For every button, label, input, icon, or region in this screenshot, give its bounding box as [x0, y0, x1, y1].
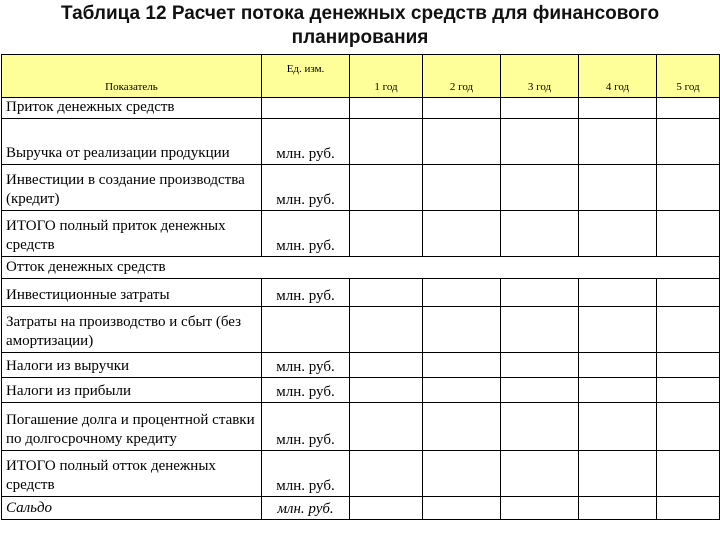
table-row — [2, 307, 720, 353]
cell[interactable] — [350, 451, 423, 497]
row-unit: млн. руб. — [262, 497, 350, 520]
cell[interactable] — [423, 98, 501, 119]
row-label: Погашение долга и процентной ставки по долгосрочному кредиту — [2, 403, 262, 451]
row-unit: млн. руб. — [262, 451, 350, 497]
cell[interactable] — [579, 307, 657, 353]
table-row — [2, 98, 720, 119]
row-label: Инвестиции в создание производства (кредит) — [2, 165, 262, 211]
row-label: Инвестиционные затраты — [2, 279, 262, 307]
cell[interactable] — [350, 279, 423, 307]
cell[interactable] — [579, 98, 657, 119]
cell[interactable] — [350, 497, 423, 520]
cash-flow-table — [1, 54, 720, 520]
row-label: Выручка от реализации продукции — [2, 119, 262, 165]
row-unit — [262, 98, 350, 119]
table-row — [2, 403, 720, 451]
cell[interactable] — [657, 497, 720, 520]
cell[interactable] — [501, 165, 579, 211]
table-row — [2, 451, 720, 497]
cell[interactable] — [657, 98, 720, 119]
row-label: Приток денежных средств — [2, 98, 262, 119]
row-unit: млн. руб. — [262, 211, 350, 257]
row-label: Отток денежных средств — [2, 257, 720, 279]
cell[interactable] — [657, 378, 720, 403]
cell[interactable] — [657, 211, 720, 257]
row-label: ИТОГО полный приток денежных средств — [2, 211, 262, 257]
cell[interactable] — [579, 165, 657, 211]
cell[interactable] — [501, 211, 579, 257]
cell[interactable] — [657, 353, 720, 378]
cell[interactable] — [423, 165, 501, 211]
row-unit: млн. руб. — [262, 279, 350, 307]
row-unit: млн. руб. — [262, 378, 350, 403]
row-label: ИТОГО полный отток денежных средств — [2, 451, 262, 497]
page-title: Таблица 12 Расчет потока денежных средств для финансового планирования — [60, 3, 660, 48]
cell[interactable] — [501, 279, 579, 307]
cell[interactable] — [657, 451, 720, 497]
cell[interactable] — [657, 165, 720, 211]
cell[interactable] — [579, 353, 657, 378]
header-year-4: 4 год — [579, 55, 657, 98]
cell[interactable] — [657, 279, 720, 307]
cell[interactable] — [501, 307, 579, 353]
table-row — [2, 257, 720, 279]
table-row — [2, 119, 720, 165]
header-indicator: Показатель — [2, 55, 262, 98]
cell[interactable] — [423, 353, 501, 378]
cell[interactable] — [423, 451, 501, 497]
cell[interactable] — [350, 403, 423, 451]
row-label: Затраты на производство и сбыт (без амортизации) — [2, 307, 262, 353]
cell[interactable] — [501, 98, 579, 119]
cell[interactable] — [350, 353, 423, 378]
row-label: Налоги из прибыли — [2, 378, 262, 403]
cell[interactable] — [579, 378, 657, 403]
row-unit — [262, 307, 350, 353]
cell[interactable] — [579, 119, 657, 165]
table-row — [2, 378, 720, 403]
table-row — [2, 165, 720, 211]
cell[interactable] — [501, 378, 579, 403]
cell[interactable] — [350, 165, 423, 211]
row-unit: млн. руб. — [262, 165, 350, 211]
cell[interactable] — [423, 497, 501, 520]
cell[interactable] — [423, 403, 501, 451]
cell[interactable] — [657, 403, 720, 451]
table-row — [2, 279, 720, 307]
cell[interactable] — [501, 451, 579, 497]
cell[interactable] — [423, 279, 501, 307]
cell[interactable] — [501, 497, 579, 520]
cell[interactable] — [423, 378, 501, 403]
cell[interactable] — [579, 497, 657, 520]
table-row — [2, 353, 720, 378]
cell[interactable] — [657, 119, 720, 165]
row-unit: млн. руб. — [262, 403, 350, 451]
table-row — [2, 497, 720, 520]
cell[interactable] — [350, 98, 423, 119]
header-unit: Ед. изм. — [262, 55, 350, 98]
cell[interactable] — [423, 211, 501, 257]
row-label: Сальдо — [2, 497, 262, 520]
cell[interactable] — [423, 119, 501, 165]
cell[interactable] — [579, 211, 657, 257]
cell[interactable] — [579, 279, 657, 307]
cell[interactable] — [657, 307, 720, 353]
row-label: Налоги из выручки — [2, 353, 262, 378]
header-year-1: 1 год — [350, 55, 423, 98]
row-unit: млн. руб. — [262, 119, 350, 165]
cell[interactable] — [350, 307, 423, 353]
cell[interactable] — [350, 378, 423, 403]
cell[interactable] — [350, 211, 423, 257]
header-year-3: 3 год — [501, 55, 579, 98]
cell[interactable] — [579, 451, 657, 497]
row-unit: млн. руб. — [262, 353, 350, 378]
cell[interactable] — [501, 403, 579, 451]
header-year-5: 5 год — [657, 55, 720, 98]
cell[interactable] — [501, 119, 579, 165]
cell[interactable] — [423, 307, 501, 353]
table-header-row — [2, 55, 720, 98]
table-row — [2, 211, 720, 257]
cell[interactable] — [350, 119, 423, 165]
cell[interactable] — [501, 353, 579, 378]
header-year-2: 2 год — [423, 55, 501, 98]
cell[interactable] — [579, 403, 657, 451]
